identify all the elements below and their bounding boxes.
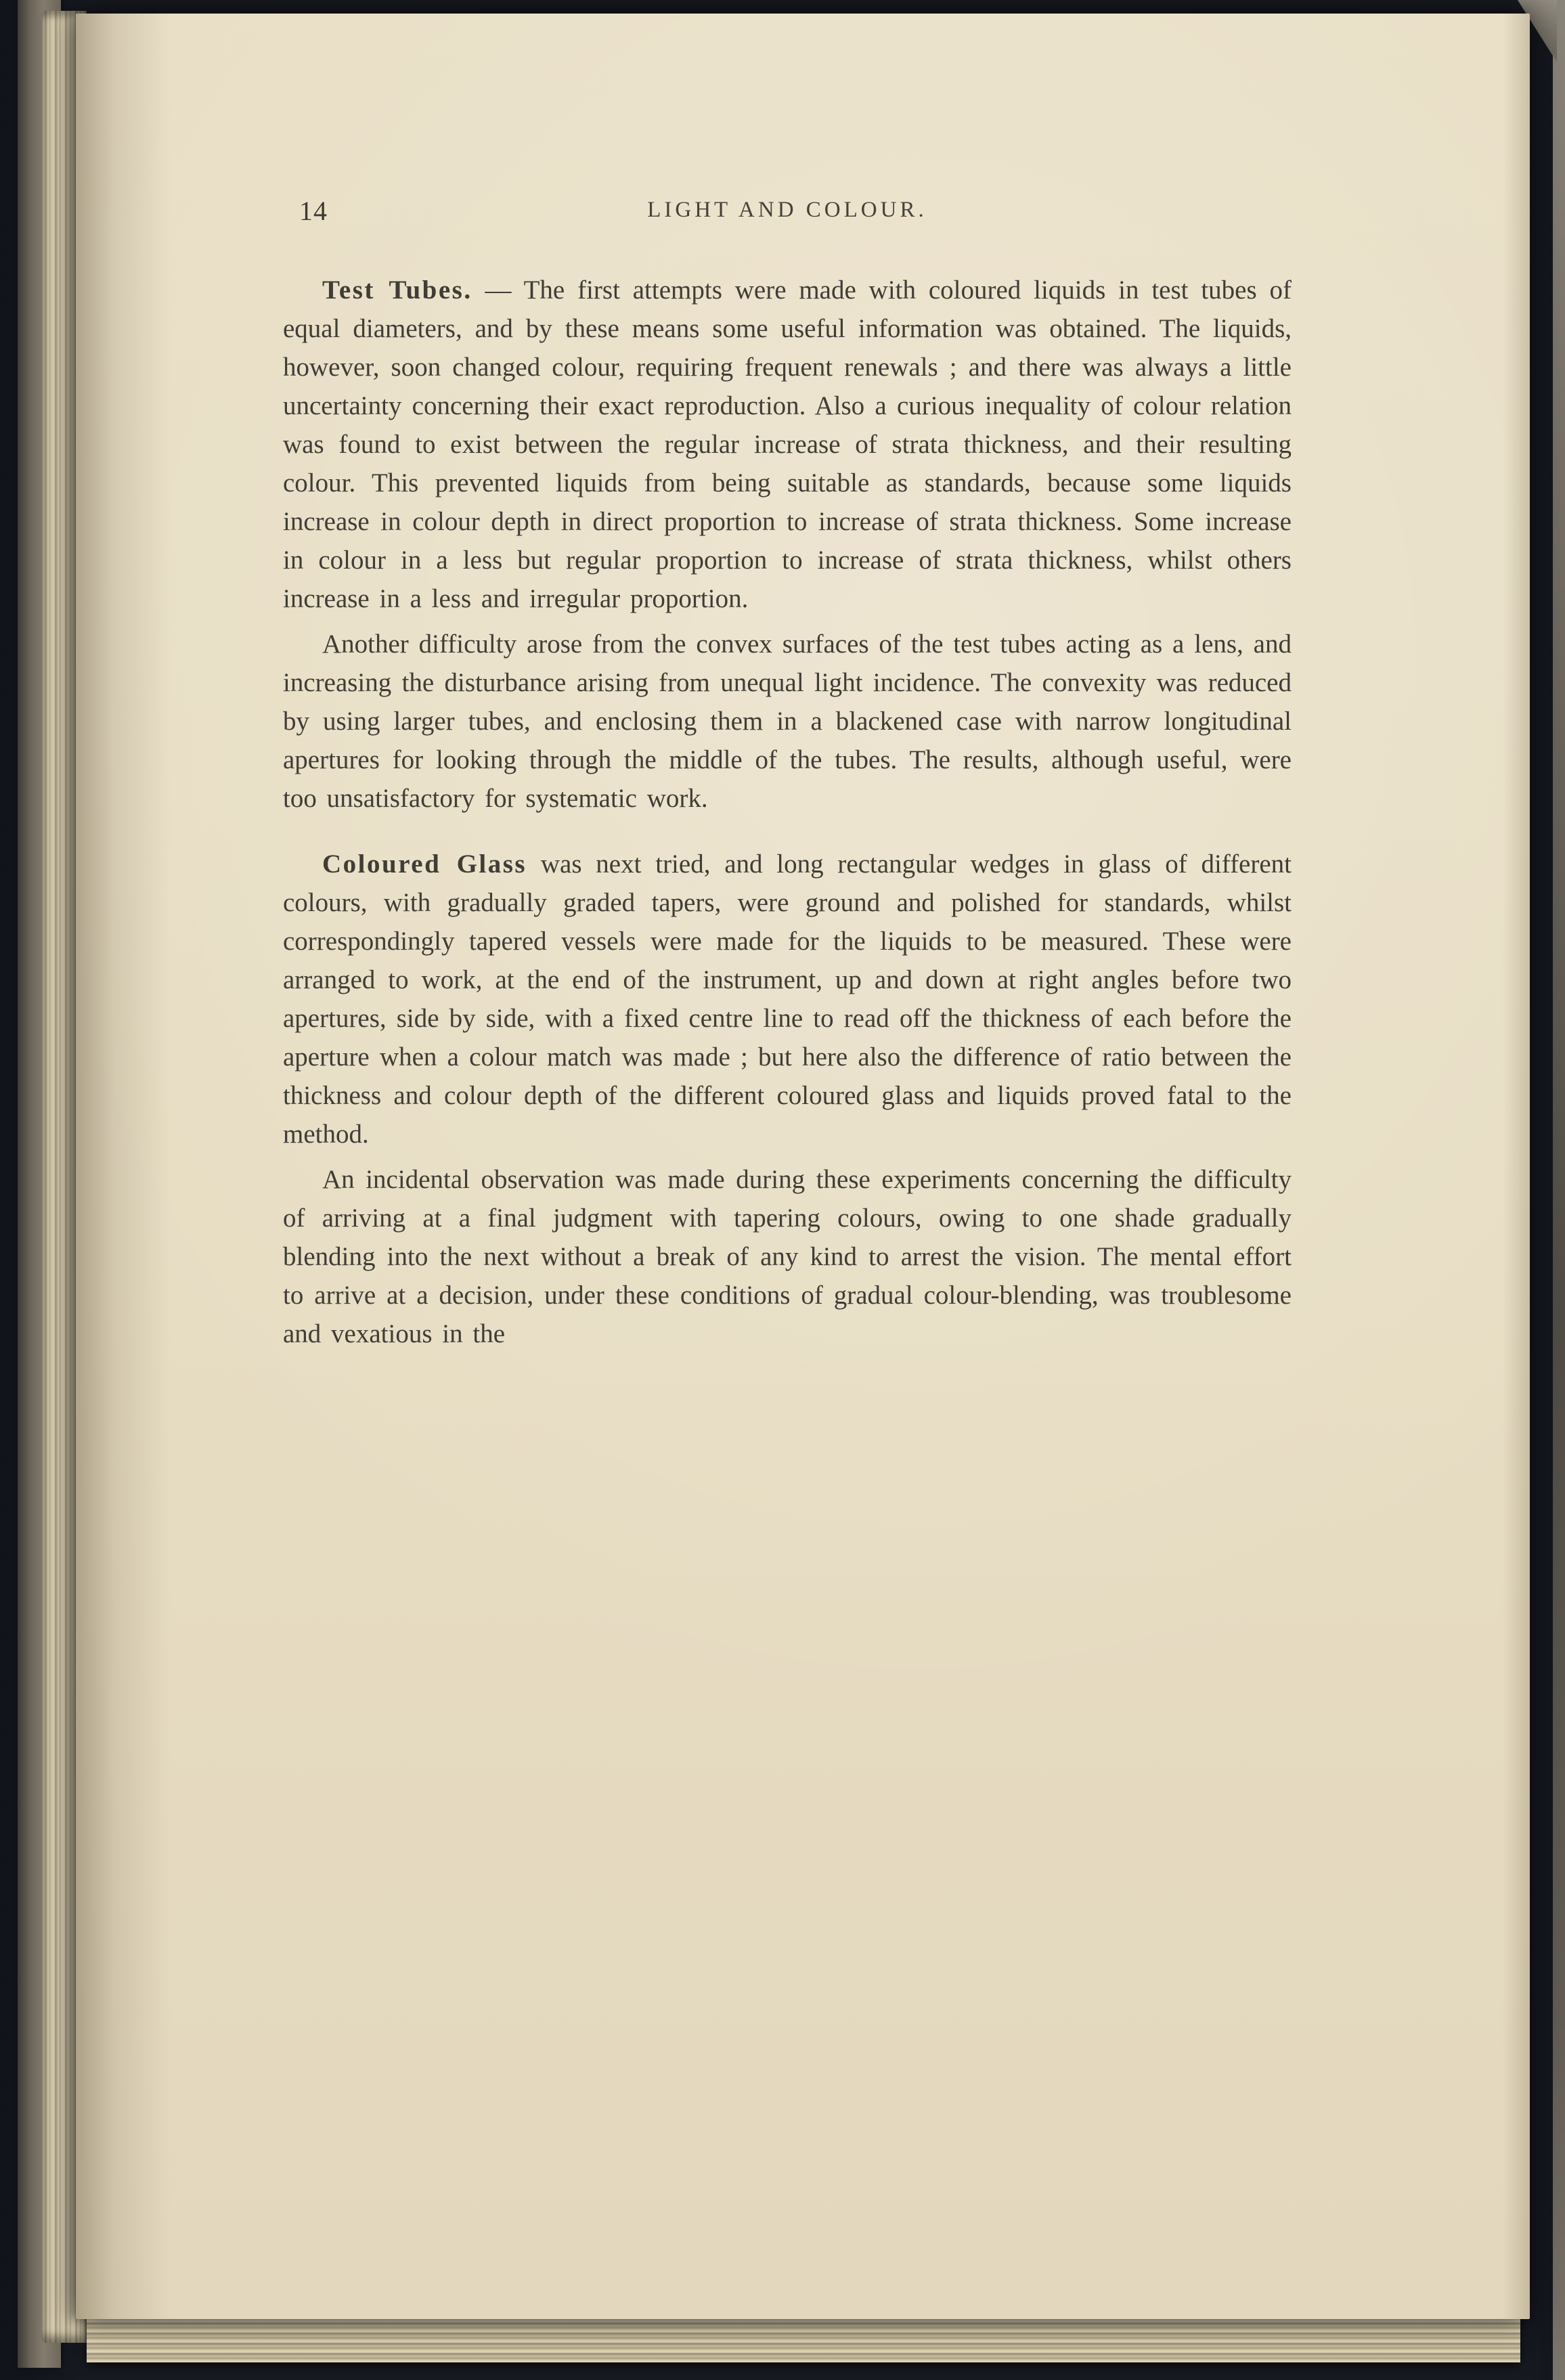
text-block <box>283 271 1292 1353</box>
paragraph-incidental-observation <box>283 1160 1292 1353</box>
page-header <box>283 198 1292 236</box>
page-content <box>76 14 1530 2319</box>
book-page <box>76 14 1530 2319</box>
paragraph-body-coloured-glass: was next tried, and long rectangular wedges in glass of different colours, with gradually graded tapers, were ground and polished for standards, whilst correspondingly tapered vessels were made for the liquids to be measured. These were arranged to work, at the end of the instrument, up and down at right angles before two apertures, side by side, with a fixed centre line to read off the thickness of each before the aperture when a colour match was made ; but here also the difference of ratio between the thickness and colour depth of the different coloured glass and liquids proved fatal to the method. <box>283 850 1292 1149</box>
paragraph-test-tubes <box>283 271 1292 618</box>
paragraph-body-another-difficulty: Another difficulty arose from the convex surfaces of the test tubes acting as a lens, and increasing the disturbance arising from unequal light incidence. The convexity was reduced by using larger tubes, and enclosing them in a blackened case with narrow longitudinal apertures for looking through the middle of the tubes. The results, although useful, were too unsatisfactory for systematic work. <box>283 630 1292 813</box>
paragraph-lead-test-tubes: Test Tubes. <box>322 276 472 305</box>
paragraph-another-difficulty <box>283 625 1292 818</box>
paragraph-lead-coloured-glass: Coloured Glass <box>322 850 527 879</box>
paragraph-coloured-glass <box>283 845 1292 1153</box>
running-header: LIGHT AND COLOUR. <box>647 198 927 222</box>
paragraph-body-test-tubes: — The first attempts were made with coloured liquids in test tubes of equal diameters, and by these means some useful information was obtained. The liquids, however, soon changed colour, requiring frequent renewals ; and there was always a little uncertainty concerning their exact reproduction. Also a curious inequality of colour relation was found to exist between the regular increase of strata thickness, and their resulting colour. This prevented liquids from being suitable as standards, because some liquids increase in colour depth in direct proportion to increase of strata thickness. Some increase in colour in a less but regular proportion to increase of strata thickness, whilst others increase in a less and irregular proportion. <box>283 276 1292 613</box>
right-cover-edge <box>1553 0 1565 2380</box>
paragraph-body-incidental-observation: An incidental observation was made during these experiments concerning the difficulty of arriving at a final judgment with tapering colours, owing to one shade gradually blending into the next without a break of any kind to arrest the vision. The mental effort to arrive at a decision, under these conditions of gradual colour-blending, was troublesome and vexatious in the <box>283 1165 1292 1348</box>
page-number: 14 <box>299 196 328 226</box>
